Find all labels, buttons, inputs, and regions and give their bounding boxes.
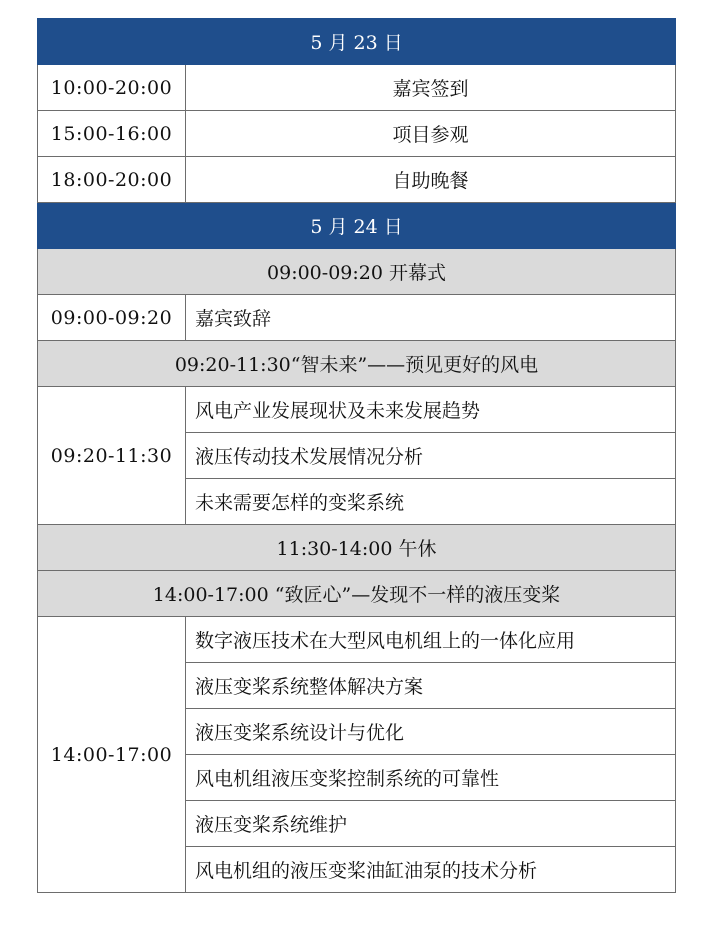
table-row <box>38 111 676 157</box>
item-cell: 液压变桨系统设计与优化 <box>186 709 676 755</box>
day-header-row <box>38 203 676 249</box>
table-row <box>38 295 676 341</box>
time-cell: 15:00-16:00 <box>38 111 186 157</box>
agenda-table <box>37 18 676 893</box>
day-header: 5 月 23 日 <box>38 19 676 65</box>
session-header-row <box>38 571 676 617</box>
session-title: 09:00-09:20 开幕式 <box>38 249 676 295</box>
session-header-row <box>38 525 676 571</box>
session-header-row <box>38 249 676 295</box>
time-cell: 14:00-17:00 <box>38 617 186 893</box>
session-title: 11:30-14:00 午休 <box>38 525 676 571</box>
item-cell: 项目参观 <box>186 111 676 157</box>
item-cell: 风电产业发展现状及未来发展趋势 <box>186 387 676 433</box>
item-cell: 自助晚餐 <box>186 157 676 203</box>
session-header-row <box>38 341 676 387</box>
item-cell: 风电机组液压变桨控制系统的可靠性 <box>186 755 676 801</box>
item-cell: 风电机组的液压变桨油缸油泵的技术分析 <box>186 847 676 893</box>
item-cell: 嘉宾签到 <box>186 65 676 111</box>
item-cell: 嘉宾致辞 <box>186 295 676 341</box>
item-cell: 液压变桨系统整体解决方案 <box>186 663 676 709</box>
day-header: 5 月 24 日 <box>38 203 676 249</box>
table-row <box>38 65 676 111</box>
time-cell: 09:00-09:20 <box>38 295 186 341</box>
time-cell: 18:00-20:00 <box>38 157 186 203</box>
time-cell: 09:20-11:30 <box>38 387 186 525</box>
table-row <box>38 617 676 663</box>
session-title: 14:00-17:00 “致匠心”—发现不一样的液压变桨 <box>38 571 676 617</box>
session-title: 09:20-11:30“智未来”——预见更好的风电 <box>38 341 676 387</box>
item-cell: 液压传动技术发展情况分析 <box>186 433 676 479</box>
item-cell: 液压变桨系统维护 <box>186 801 676 847</box>
table-row <box>38 387 676 433</box>
day-header-row <box>38 19 676 65</box>
time-cell: 10:00-20:00 <box>38 65 186 111</box>
table-row <box>38 157 676 203</box>
item-cell: 未来需要怎样的变桨系统 <box>186 479 676 525</box>
item-cell: 数字液压技术在大型风电机组上的一体化应用 <box>186 617 676 663</box>
